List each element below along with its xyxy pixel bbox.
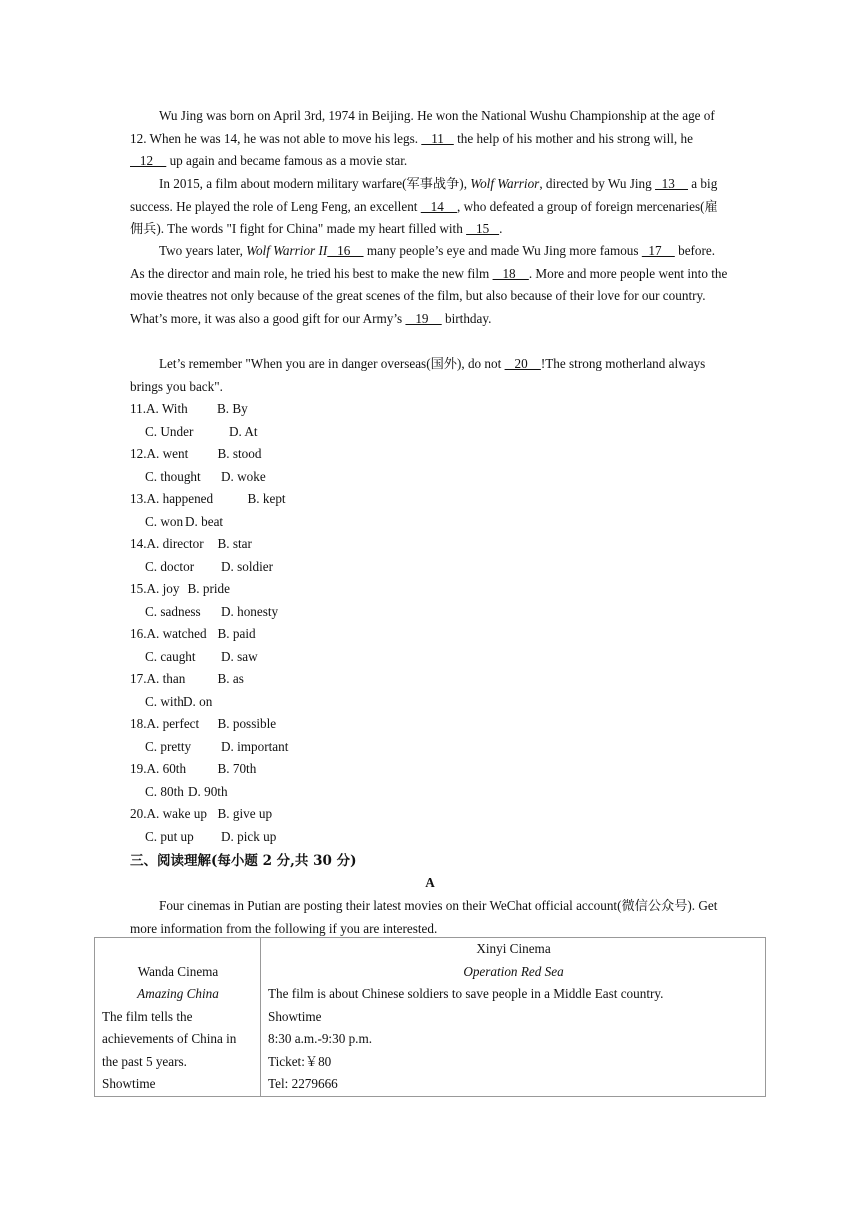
question-13-row-1 xyxy=(130,488,530,511)
section-heading: 三、阅读理解(每小题 2 分,共 30 分) xyxy=(130,853,357,869)
question-number: 20. xyxy=(130,806,147,821)
question-19-row-1 xyxy=(130,758,530,781)
blank-17: 17 xyxy=(641,243,675,258)
passage-text: the help of his mother and his strong will, he xyxy=(453,130,693,146)
question-number: 13. xyxy=(130,491,147,506)
question-15-row-2 xyxy=(130,601,530,624)
option-c: C. thought xyxy=(145,468,201,484)
wanda-cinema-name: Wanda Cinema xyxy=(137,963,219,979)
passage-paragraph-3 xyxy=(130,240,730,330)
option-d: D. soldier xyxy=(221,558,274,574)
xinyi-film-description: The film is about Chinese soldiers to save people in a Middle East country. xyxy=(268,986,664,1001)
wanda-cinema-cell xyxy=(95,938,261,1097)
passage-text: !The strong motherland always brings you back". xyxy=(130,356,706,394)
option-d: D. woke xyxy=(221,468,266,484)
question-14-row-2 xyxy=(130,556,530,579)
option-a: A. than xyxy=(146,671,186,686)
option-d: D. At xyxy=(229,423,258,439)
passage-text: . More and more people went into the movie theatres not only because of the great scenes of the film, but also because of their love for our country. What’s more, it was also a good gift for our Army’s xyxy=(130,265,728,326)
question-number: 16. xyxy=(130,626,147,641)
passage-text: Two years later, xyxy=(159,243,247,258)
question-17-row-1 xyxy=(130,668,530,691)
question-15-row-1 xyxy=(130,578,530,601)
passage-text: , who defeated a group of foreign mercenaries(雇佣兵). The words "I fight for China" made my heart filled with xyxy=(130,198,718,236)
option-a: A. happened xyxy=(146,491,214,506)
option-c: C. with xyxy=(145,693,184,709)
wanda-film-description: The film tells the achievements of China in the past 5 years. xyxy=(102,1008,237,1069)
option-b: B. star xyxy=(217,536,252,551)
section-letter: A xyxy=(425,875,435,890)
option-a: A. With xyxy=(146,401,188,416)
film-title: Wolf Warrior II xyxy=(246,243,328,258)
question-19-row-2 xyxy=(130,781,530,804)
question-number: 19. xyxy=(130,761,147,776)
option-b: B. pride xyxy=(187,581,230,596)
option-a: A. director xyxy=(146,536,204,551)
option-b: B. stood xyxy=(217,446,262,461)
blank-15: 15 xyxy=(466,221,500,236)
option-c: C. sadness xyxy=(145,603,201,619)
blank-12: 12 xyxy=(130,153,167,168)
option-a: A. perfect xyxy=(146,716,200,731)
option-d: D. 90th xyxy=(188,783,228,799)
question-17-row-2 xyxy=(130,691,530,714)
option-b: B. as xyxy=(217,671,244,686)
passage-text: Wu Jing was born on April 3rd, 1974 in Beijing. He won the National Wushu Championship at the age of 12. When he was 14, he was not able to move his legs. xyxy=(130,108,715,146)
wanda-film-title: Amazing China xyxy=(137,986,219,1001)
question-12-row-1 xyxy=(130,443,530,466)
reading-intro: Four cinemas in Putian are posting their latest movies on their WeChat official account(微信公众号). Get more information from the following if you are interested. xyxy=(130,898,718,936)
blank-13: 13 xyxy=(655,176,688,191)
option-b: B. give up xyxy=(217,806,273,821)
question-number: 15. xyxy=(130,581,147,596)
question-16-row-2 xyxy=(130,646,530,669)
xinyi-showtime: 8:30 a.m.-9:30 p.m. xyxy=(268,1031,373,1046)
option-b: B. 70th xyxy=(217,761,257,776)
option-c: C. 80th xyxy=(145,783,184,799)
passage-text: many people’s eye and made Wu Jing more famous xyxy=(363,243,642,258)
option-b: B. By xyxy=(217,401,248,416)
passage-paragraph-1 xyxy=(130,105,730,173)
option-c: C. caught xyxy=(145,648,196,664)
passage-text: birthday. xyxy=(441,310,492,326)
question-number: 11. xyxy=(130,401,146,416)
cinema-table xyxy=(94,937,766,1097)
question-20-row-1 xyxy=(130,803,530,826)
question-13-row-2 xyxy=(130,511,530,534)
option-a: A. 60th xyxy=(146,761,187,776)
passage-text: In 2015, a film about modern military warfare(军事战争), xyxy=(159,176,471,191)
option-b: B. possible xyxy=(217,716,277,731)
option-c: C. pretty xyxy=(145,738,192,754)
question-20-row-2 xyxy=(130,826,530,849)
option-a: A. watched xyxy=(146,626,207,641)
blank-14: 14 xyxy=(420,198,458,214)
question-number: 14. xyxy=(130,536,147,551)
xinyi-tel: Tel: 2279666 xyxy=(268,1076,338,1091)
option-c: C. Under xyxy=(145,423,194,439)
wanda-showtime-label: Showtime xyxy=(102,1076,156,1091)
blank-16: 16 xyxy=(327,243,364,258)
passage-paragraph-4 xyxy=(130,353,730,398)
film-title: Wolf Warrior xyxy=(470,176,540,191)
option-b: B. kept xyxy=(247,491,286,506)
xinyi-cinema-name: Xinyi Cinema xyxy=(476,941,551,956)
passage-text: . xyxy=(499,221,503,236)
blank-11: 11 xyxy=(421,130,454,146)
xinyi-film-title: Operation Red Sea xyxy=(463,963,564,979)
xinyi-ticket: Ticket:￥80 xyxy=(268,1053,332,1069)
question-number: 18. xyxy=(130,716,147,731)
option-d: D. honesty xyxy=(221,603,279,619)
option-c: C. doctor xyxy=(145,558,195,574)
xinyi-cinema-cell xyxy=(261,938,766,1097)
option-a: A. joy xyxy=(146,581,180,596)
question-18-row-1 xyxy=(130,713,530,736)
passage-paragraph-2 xyxy=(130,173,730,241)
option-b: B. paid xyxy=(217,626,256,641)
table-row xyxy=(95,938,766,1097)
passage-text: Let’s remember "When you are in danger overseas(国外), do not xyxy=(159,356,505,371)
question-14-row-1 xyxy=(130,533,530,556)
blank-19: 19 xyxy=(405,310,442,326)
option-a: A. wake up xyxy=(146,806,207,821)
options-list xyxy=(130,398,530,848)
option-d: D. pick up xyxy=(221,828,277,844)
passage-text: before. As the director and main role, he tried his best to make the new film xyxy=(130,243,716,281)
blank-20: 20 xyxy=(504,356,541,371)
question-12-row-2 xyxy=(130,466,530,489)
question-16-row-1 xyxy=(130,623,530,646)
blank-18: 18 xyxy=(492,265,529,281)
question-11-row-2 xyxy=(130,421,530,444)
option-a: A. went xyxy=(146,446,189,461)
option-c: C. won xyxy=(145,513,184,529)
option-c: C. put up xyxy=(145,828,194,844)
question-number: 17. xyxy=(130,671,147,686)
passage-text: a big success. He played the role of Leng Feng, an excellent xyxy=(130,176,718,214)
question-number: 12. xyxy=(130,446,147,461)
option-d: D. saw xyxy=(221,648,258,664)
passage-text: up again and became famous as a movie star. xyxy=(166,153,408,168)
question-18-row-2 xyxy=(130,736,530,759)
option-d: D. beat xyxy=(185,513,224,529)
passage-text: , directed by Wu Jing xyxy=(539,176,656,191)
option-d: D. important xyxy=(221,738,289,754)
question-11-row-1 xyxy=(130,398,530,421)
xinyi-showtime-label: Showtime xyxy=(268,1008,322,1024)
option-d: D. on xyxy=(183,693,213,709)
